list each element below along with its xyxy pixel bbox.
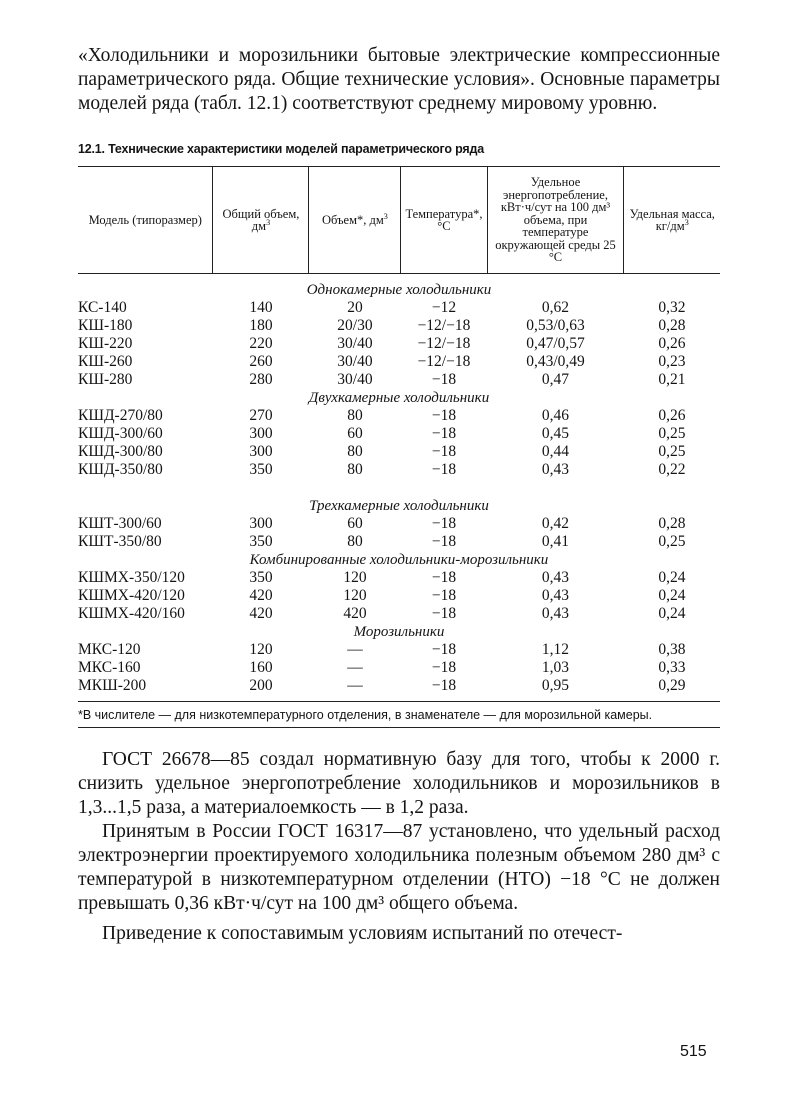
cell-energy: 0,47 [541, 371, 570, 388]
cell-mass: 0,21 [658, 371, 686, 388]
cell-model: КШД-350/80 [78, 461, 163, 478]
table-group-row [78, 479, 720, 515]
cell-total-volume: 160 [249, 659, 273, 676]
cell-model: МКШ-200 [78, 677, 147, 694]
cell-total-volume: 180 [249, 317, 273, 334]
table-row [78, 605, 720, 623]
cell-mass: 0,25 [658, 425, 686, 442]
cell-model: КШ-260 [78, 353, 133, 370]
page-number: 515 [680, 1043, 707, 1060]
cell-total-volume: 300 [249, 515, 273, 532]
cell-volume: — [347, 641, 363, 658]
table-group-row [78, 623, 720, 641]
table-row [78, 299, 720, 317]
cell-temperature: −18 [431, 569, 457, 586]
cell-model: КШ-280 [78, 371, 133, 388]
cell-temperature: −18 [431, 407, 457, 424]
cell-total-volume: 300 [249, 443, 273, 460]
cell-temperature: −18 [431, 641, 457, 658]
cell-temperature: −12 [431, 299, 457, 316]
cell-volume: — [347, 677, 363, 694]
cell-model: МКС-120 [78, 641, 141, 658]
table-row [78, 533, 720, 551]
header-mass: Удельная масса, $кг/дм^3$ [624, 167, 720, 274]
table-group-row [78, 274, 720, 300]
cell-model: КШД-270/80 [78, 407, 163, 424]
table-row [78, 677, 720, 695]
cell-volume: 80 [347, 407, 363, 424]
cell-total-volume: 220 [249, 335, 273, 352]
cell-model: МКС-160 [78, 659, 141, 676]
table-row [78, 443, 720, 461]
cell-energy: 1,12 [541, 641, 570, 658]
table-group-row [78, 389, 720, 407]
cell-total-volume: 420 [249, 605, 273, 622]
table-row [78, 335, 720, 353]
cell-mass: 0,26 [658, 407, 686, 424]
cell-mass: 0,24 [658, 569, 686, 586]
cell-energy: 1,03 [541, 659, 570, 676]
cell-mass: 0,28 [658, 317, 686, 334]
cell-volume: 30/40 [337, 371, 373, 388]
cell-energy: 0,44 [541, 443, 570, 460]
header-model: Модель (типоразмер) [78, 167, 213, 274]
cell-temperature: −18 [431, 461, 457, 478]
cell-temperature: −18 [431, 659, 457, 676]
cell-total-volume: 350 [249, 533, 273, 550]
cell-total-volume: 270 [249, 407, 273, 424]
cell-energy: 0,41 [541, 533, 570, 550]
table-row [78, 659, 720, 677]
table-group-row [78, 551, 720, 569]
document-page [78, 44, 720, 946]
table-caption: 12.1. Технические характеристики моделей параметрического ряда [78, 142, 484, 156]
paragraph: ГОСТ 26678—85 создал нормативную базу для того, чтобы к 2000 г. снизить удельное энергопотребление холодильников и морозильников в 1,3...1,5 раза, а материалоемкость — в 1,2 раза. [78, 748, 720, 818]
table-row [78, 461, 720, 479]
table-header-row [78, 167, 720, 274]
cell-model: КШД-300/60 [78, 425, 163, 442]
cell-mass: 0,23 [658, 353, 686, 370]
cell-volume: — [347, 659, 363, 676]
cell-model: КШМХ-350/120 [78, 569, 185, 586]
cell-total-volume: 350 [249, 461, 273, 478]
table-row [78, 569, 720, 587]
cell-temperature: −18 [431, 371, 457, 388]
header-temperature: Температура*, °С [401, 167, 487, 274]
cell-model: КШД-300/80 [78, 443, 163, 460]
cell-temperature: −12/−18 [417, 353, 471, 370]
cell-mass: 0,25 [658, 443, 686, 460]
body-text [78, 748, 720, 946]
cell-temperature: −18 [431, 677, 457, 694]
cell-mass: 0,32 [658, 299, 686, 316]
cell-energy: 0,47/0,57 [526, 335, 585, 352]
table-row [78, 317, 720, 335]
table-footnote: *В числителе — для низкотемпературного отделения, в знаменателе — для морозильной камеры. [78, 701, 720, 728]
cell-volume: 30/40 [337, 353, 373, 370]
table-row [78, 515, 720, 533]
group-title: Комбинированные холодильники-морозильники [249, 552, 549, 568]
cell-energy: 0,43 [541, 587, 570, 604]
cell-volume: 60 [347, 425, 363, 442]
paragraph: Приведение к сопоставимым условиям испытаний по отечест- [102, 922, 623, 944]
cell-energy: 0,42 [541, 515, 570, 532]
cell-energy: 0,43 [541, 569, 570, 586]
cell-energy: 0,95 [541, 677, 570, 694]
cell-energy: 0,43/0,49 [526, 353, 585, 370]
specs-table [78, 166, 720, 695]
table-row [78, 641, 720, 659]
cell-energy: 0,46 [541, 407, 570, 424]
cell-mass: 0,33 [658, 659, 686, 676]
group-title: Двухкамерные холодильники [308, 390, 490, 406]
table-row [78, 587, 720, 605]
cell-model: КШ-220 [78, 335, 133, 352]
cell-mass: 0,28 [658, 515, 686, 532]
cell-energy: 0,53/0,63 [526, 317, 585, 334]
cell-temperature: −18 [431, 425, 457, 442]
cell-mass: 0,25 [658, 533, 686, 550]
intro-paragraph: «Холодильники и морозильники бытовые электрические компрессионные параметрического ряда. Общие технические условия». Основные параметры моделей ряда (табл. 12.1) соответствуют среднему мировому уровню. [78, 45, 720, 114]
table-row [78, 371, 720, 389]
header-energy: Удельное энергопотребление, кВт·ч/сут на 100 дм³ объема, при температуре окружающей среды 25 °С [487, 167, 624, 274]
cell-volume: 20/30 [337, 317, 373, 334]
cell-model: КШМХ-420/160 [78, 605, 185, 622]
cell-energy: 0,45 [541, 425, 570, 442]
cell-total-volume: 280 [249, 371, 273, 388]
cell-volume: 420 [343, 605, 367, 622]
cell-temperature: −18 [431, 515, 457, 532]
header-volume: Объем*, $дм^3$ [309, 167, 401, 274]
cell-total-volume: 140 [249, 299, 273, 316]
cell-model: КШТ-350/80 [78, 533, 162, 550]
cell-mass: 0,38 [658, 641, 686, 658]
cell-temperature: −18 [431, 443, 457, 460]
cell-total-volume: 260 [249, 353, 273, 370]
table-row [78, 425, 720, 443]
cell-volume: 20 [347, 299, 363, 316]
cell-temperature: −12/−18 [417, 317, 471, 334]
cell-energy: 0,43 [541, 605, 570, 622]
cell-volume: 80 [347, 461, 363, 478]
cell-temperature: −12/−18 [417, 335, 471, 352]
cell-energy: 0,62 [541, 299, 570, 316]
cell-volume: 30/40 [337, 335, 373, 352]
paragraph: Принятым в России ГОСТ 16317—87 установлено, что удельный расход электроэнергии проектируемого холодильника полезным объемом 280 дм³ с температурой в низкотемпературном отделении (НТО) −18 °С не должен превышать 0,36 кВт·ч/сут на 100 дм³ общего объема. [78, 820, 720, 914]
header-total-volume: Общий объем, $дм^3$ [213, 167, 309, 274]
cell-volume: 120 [343, 587, 367, 604]
cell-volume: 80 [347, 533, 363, 550]
cell-mass: 0,26 [658, 335, 686, 352]
cell-total-volume: 420 [249, 587, 273, 604]
cell-model: КШМХ-420/120 [78, 587, 185, 604]
cell-total-volume: 300 [249, 425, 273, 442]
cell-total-volume: 200 [249, 677, 273, 694]
cell-mass: 0,24 [658, 605, 686, 622]
group-title: Морозильники [353, 624, 445, 640]
group-title: Однокамерные холодильники [306, 282, 492, 298]
cell-total-volume: 350 [249, 569, 273, 586]
cell-temperature: −18 [431, 605, 457, 622]
cell-volume: 60 [347, 515, 363, 532]
cell-model: КШ-180 [78, 317, 133, 334]
cell-mass: 0,29 [658, 677, 686, 694]
cell-volume: 80 [347, 443, 363, 460]
cell-mass: 0,22 [658, 461, 686, 478]
group-title: Трехкамерные холодильники [309, 498, 489, 514]
table-row [78, 353, 720, 371]
cell-energy: 0,43 [541, 461, 570, 478]
cell-volume: 120 [343, 569, 367, 586]
table-row [78, 407, 720, 425]
cell-model: КШТ-300/60 [78, 515, 162, 532]
table-body [78, 274, 720, 696]
cell-model: КС-140 [78, 299, 127, 316]
cell-total-volume: 120 [249, 641, 273, 658]
cell-temperature: −18 [431, 533, 457, 550]
cell-temperature: −18 [431, 587, 457, 604]
cell-mass: 0,24 [658, 587, 686, 604]
